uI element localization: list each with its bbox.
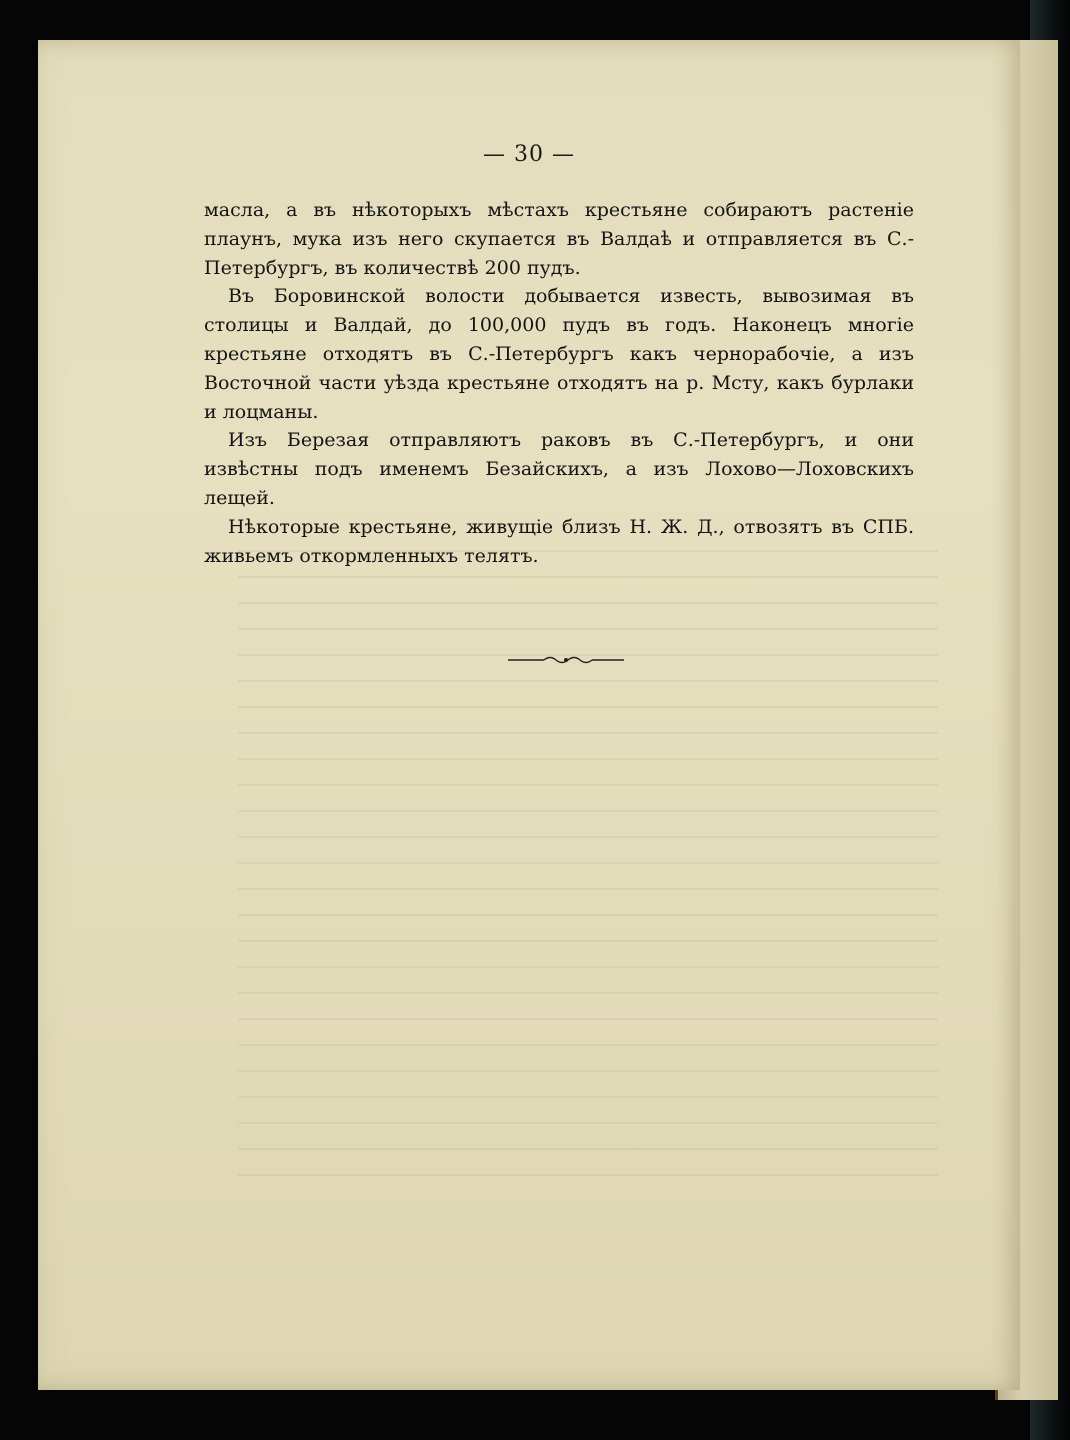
paragraph-1: масла, а въ нѣкоторыхъ мѣстахъ крестьяне собираютъ растеніе плаунъ, мука изъ него скупается въ Валдаѣ и отправляется въ С.-Петербургъ, въ количествѣ 200 пудъ. [204, 199, 914, 279]
paragraph-3: Изъ Березая отправляютъ раковъ въ С.-Петербургъ, и они извѣстны подъ именемъ Безайскихъ, а изъ Лохово—Лоховскихъ лещей. [204, 429, 914, 509]
show-through-text [238, 540, 938, 1190]
book-page [38, 40, 1020, 1390]
paragraph-4: Нѣкоторые крестьяне, живущіе близъ Н. Ж. Д., отвозятъ въ СПБ. живьемъ откормленныхъ телятъ. [204, 515, 914, 567]
body-text [204, 196, 914, 570]
ornament-divider [508, 652, 624, 668]
page-number: — 30 — [483, 142, 575, 167]
paragraph-2: Въ Боровинской волости добывается известь, вывозимая въ столицы и Валдай, до 100,000 пудъ въ годъ. Наконецъ многіе крестьяне отходятъ въ С.-Петербургъ какъ чернорабочіе, а изъ Восточной части уѣзда крестьяне отходятъ на р. Мсту, какъ бурлаки и лоцманы. [204, 285, 914, 423]
